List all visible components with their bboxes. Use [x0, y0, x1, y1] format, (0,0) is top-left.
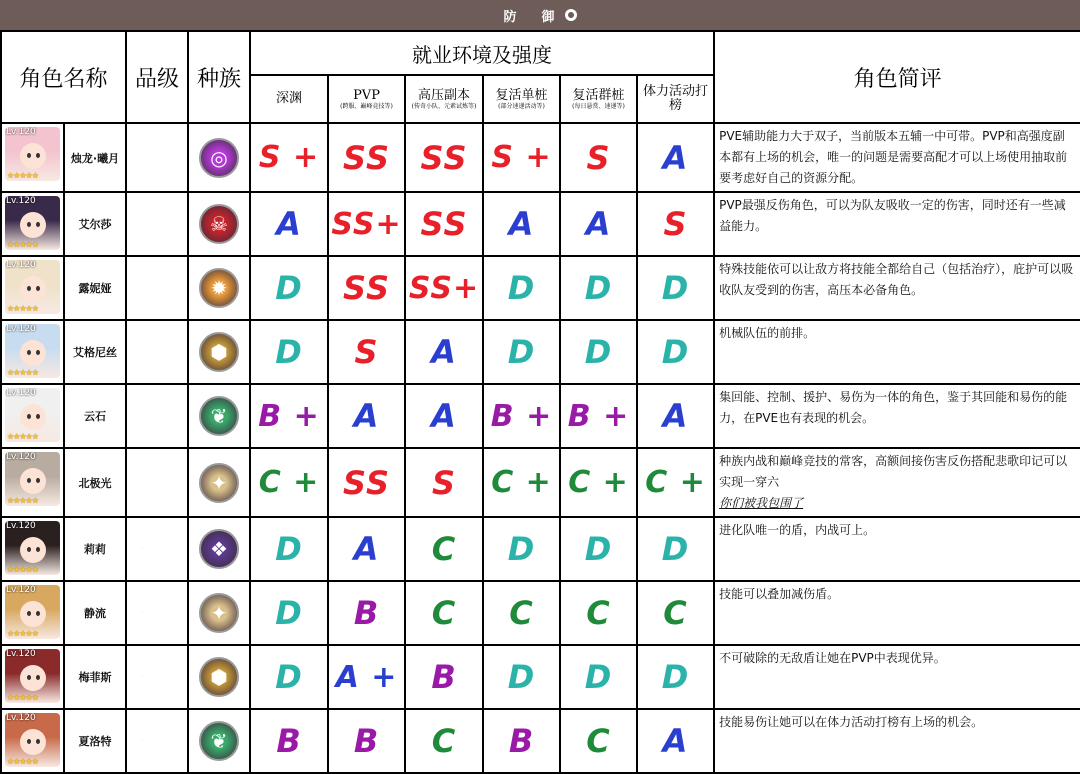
tier-cell [250, 384, 328, 448]
grade-cell [126, 645, 188, 709]
tier-rating: D [507, 269, 536, 307]
table-row [1, 517, 1080, 581]
star-rating-icon: ★★★★★ [7, 565, 38, 574]
review-cell [714, 645, 1080, 709]
header-env-label: 体力活动打榜 [643, 84, 709, 113]
header-env: 就业环境及强度 [250, 31, 714, 75]
tier-rating: SS [343, 463, 390, 502]
tier-cell [405, 192, 483, 256]
tier-rating: S [663, 205, 688, 243]
table-row [1, 581, 1080, 645]
tier-rating: SS+ [408, 270, 480, 306]
tier-cell [483, 517, 560, 581]
tier-cell [560, 517, 637, 581]
avatar-face [20, 468, 46, 494]
race-cell [188, 192, 250, 256]
header-env-label: PVP [353, 87, 380, 103]
race-cell [188, 320, 250, 384]
tier-cell [405, 709, 483, 773]
tier-rating: D [661, 530, 690, 568]
race-cell [188, 256, 250, 320]
tier-cell [637, 581, 714, 645]
tier-rating: C + [258, 465, 320, 500]
tier-rating: C [509, 594, 534, 632]
header-grade: 品级 [126, 31, 188, 123]
race-cell [188, 709, 250, 773]
tier-table [0, 30, 1080, 774]
tier-rating: D [507, 658, 536, 696]
tier-rating: C [431, 530, 457, 568]
character-name: 莉莉 [64, 517, 126, 581]
tier-cell [250, 709, 328, 773]
star-rating-icon: ★★★★★ [7, 171, 38, 180]
avatar [5, 713, 60, 767]
character-name: 梅菲斯 [64, 645, 126, 709]
avatar-cell [1, 384, 64, 448]
page-title: 防 御 [503, 9, 561, 25]
tier-rating: D [661, 269, 690, 307]
tier-rating: SS [420, 205, 468, 243]
level-badge: Lv.120 [6, 388, 36, 398]
level-badge: Lv.120 [6, 324, 36, 334]
grade-cell [126, 192, 188, 256]
avatar-cell [1, 123, 64, 192]
review-text: 种族内战和巅峰竞技的常客，高额间接伤害反伤搭配悲歌印记可以实现一穿六 [719, 454, 1068, 489]
star-rating-icon: ★★★★★ [7, 496, 38, 505]
avatar-face [20, 340, 46, 366]
tier-rating: S [586, 138, 611, 177]
table-row [1, 709, 1080, 773]
tier-rating: SS+ [331, 206, 402, 242]
star-rating-icon: ★★★★★ [7, 432, 38, 441]
avatar-face [20, 665, 46, 691]
tier-cell [405, 448, 483, 517]
tier-rating: A [662, 397, 689, 435]
grade-cell [126, 448, 188, 517]
grade-cell [126, 384, 188, 448]
tier-rating: S + [491, 140, 552, 175]
review-cell [714, 256, 1080, 320]
avatar [5, 260, 60, 314]
tier-cell [405, 645, 483, 709]
avatar-eye [27, 286, 31, 291]
avatar [5, 324, 60, 378]
grade-cell [126, 123, 188, 192]
grade-badge: 混沌 [136, 147, 179, 171]
review-text: PVE辅助能力大于双子，当前版本五辅一中可带。PVP和高强度副本都有上场的机会，唯一的问题是需要高配才可以上场使用抽取前要考虑好自己的资源分配。 [719, 129, 1068, 185]
tier-cell [328, 384, 405, 448]
sun-icon: ✹ [199, 268, 239, 308]
avatar-cell [1, 709, 64, 773]
tier-cell [637, 123, 714, 192]
tier-rating: SS [420, 138, 468, 177]
character-name: 静流 [64, 581, 126, 645]
avatar-cell [1, 581, 64, 645]
level-badge: Lv.120 [6, 127, 36, 137]
review-cell [714, 384, 1080, 448]
tier-rating: D [584, 530, 613, 568]
star-rating-icon: ★★★★★ [7, 693, 38, 702]
header-env-5 [637, 75, 714, 123]
tier-rating: C + [568, 465, 629, 500]
avatar [5, 127, 60, 181]
table-row [1, 320, 1080, 384]
tier-cell [637, 517, 714, 581]
tier-cell [250, 320, 328, 384]
grade-cell [126, 709, 188, 773]
tier-cell [328, 320, 405, 384]
header-env-3 [483, 75, 560, 123]
avatar [5, 388, 60, 442]
avatar-cell [1, 517, 64, 581]
review-cell [714, 320, 1080, 384]
character-name: 露妮娅 [64, 256, 126, 320]
avatar-eye [27, 547, 31, 552]
avatar-eye [36, 222, 40, 227]
tier-cell [637, 192, 714, 256]
table-row [1, 384, 1080, 448]
table-row [1, 645, 1080, 709]
tier-cell [483, 581, 560, 645]
tier-cell [328, 192, 405, 256]
tier-rating: B + [258, 398, 320, 434]
review-text: 机械队伍的前排。 [719, 326, 816, 340]
tier-rating: B [431, 658, 457, 696]
grade-badge: 秘奇传说 [129, 346, 186, 362]
grade-badge: 圣徒 [136, 277, 179, 302]
tier-rating: B + [567, 398, 630, 434]
tier-rating: A + [335, 659, 398, 695]
avatar-eye [27, 675, 31, 680]
review-text: 进化队唯一的盾，内战可上。 [719, 523, 876, 537]
level-badge: Lv.120 [6, 260, 36, 270]
spiral-icon: ◎ [199, 138, 239, 178]
tier-cell [405, 384, 483, 448]
tier-rating: A [431, 397, 457, 435]
avatar-eye [36, 350, 40, 355]
tier-cell [637, 384, 714, 448]
avatar-eye [36, 547, 40, 552]
tier-rating: A [585, 205, 612, 243]
tier-cell [328, 448, 405, 517]
review-text: 集回能、控制、援护、易伤为一体的角色，鉴于其回能和易伤的能力，在PVE也有表现的机会。 [719, 390, 1068, 425]
race-cell [188, 384, 250, 448]
title-bar [0, 0, 1080, 30]
avatar [5, 452, 60, 506]
tier-rating: SS [343, 269, 390, 307]
level-badge: Lv.120 [6, 649, 36, 659]
grade-badge: 秘奇传说 [129, 477, 186, 492]
avatar-face [20, 276, 46, 302]
tier-cell [483, 384, 560, 448]
tier-rating: D [584, 658, 613, 696]
header-env-note: (跨服、巅峰竞技等) [340, 102, 393, 110]
review-quote: 你们被我包围了 [719, 496, 804, 510]
tier-cell [560, 645, 637, 709]
character-name: 北极光 [64, 448, 126, 517]
avatar-eye [27, 153, 31, 158]
tier-rating: D [584, 333, 613, 371]
mech-icon: ⬢ [199, 657, 239, 697]
tier-rating: A [508, 205, 535, 243]
review-text: 不可破除的无敌盾让她在PVP中表现优异。 [719, 651, 946, 665]
header-review: 角色简评 [714, 31, 1080, 123]
demon-icon: ☠ [199, 204, 239, 244]
table-row [1, 192, 1080, 256]
header-env-4 [560, 75, 637, 123]
star-rating-icon: ★★★★★ [7, 304, 38, 313]
tier-rating: C + [645, 465, 706, 500]
avatar-eye [36, 675, 40, 680]
grade-badge: 传说 [136, 602, 179, 627]
header-env-label: 复活群桩 [572, 87, 625, 103]
avatar [5, 585, 60, 639]
header-env-note: (每日悬赏、速递等) [572, 102, 625, 110]
character-name: 烛龙·曦月 [64, 123, 126, 192]
table-row [1, 448, 1080, 517]
logo-icon [565, 9, 577, 21]
tier-cell [328, 123, 405, 192]
level-badge: Lv.120 [6, 713, 36, 723]
tier-cell [250, 256, 328, 320]
star-rating-icon: ★★★★★ [7, 757, 38, 766]
avatar-face [20, 404, 46, 430]
grade-badge: 秘奇传说 [129, 410, 186, 426]
grade-badge: 暗裔 [136, 213, 179, 238]
avatar-eye [36, 286, 40, 291]
tier-rating: D [661, 658, 690, 696]
race-cell [188, 581, 250, 645]
tier-cell [250, 645, 328, 709]
avatar [5, 649, 60, 703]
tier-rating: C [431, 722, 457, 760]
tier-cell [483, 256, 560, 320]
tier-cell [405, 320, 483, 384]
tier-rating: D [275, 269, 303, 307]
leaf-icon: ❦ [199, 721, 239, 761]
character-name: 艾格尼丝 [64, 320, 126, 384]
race-cell [188, 645, 250, 709]
header-env-2 [405, 75, 483, 123]
avatar-face [20, 729, 46, 755]
tier-rating: C [586, 722, 611, 760]
tier-rating: S [354, 333, 379, 371]
mech-icon: ⬢ [199, 332, 239, 372]
grade-cell [126, 581, 188, 645]
tier-cell [560, 192, 637, 256]
tier-cell [328, 517, 405, 581]
review-text: PVP最强反伤角色，可以为队友吸收一定的伤害，同时还有一些减益能力。 [719, 198, 1066, 233]
race-cell [188, 517, 250, 581]
avatar-eye [27, 414, 31, 419]
tier-cell [560, 581, 637, 645]
tier-rating: S [431, 463, 457, 502]
tier-cell [483, 645, 560, 709]
tier-cell [405, 123, 483, 192]
table-row [1, 123, 1080, 192]
tier-cell [560, 384, 637, 448]
tier-cell [250, 123, 328, 192]
tier-cell [250, 581, 328, 645]
tier-cell [250, 517, 328, 581]
star-rating-icon: ★★★★★ [7, 240, 38, 249]
avatar [5, 196, 60, 250]
avatar-eye [36, 153, 40, 158]
header-env-0 [250, 75, 328, 123]
header-env-label: 高压副本 [418, 87, 471, 103]
tier-rating: D [275, 594, 303, 632]
avatar-face [20, 537, 46, 563]
header-race: 种族 [188, 31, 250, 123]
tier-cell [560, 320, 637, 384]
tier-rating: D [507, 333, 536, 371]
grade-badge: 传说 [136, 538, 179, 563]
avatar-eye [27, 222, 31, 227]
avatar-eye [36, 611, 40, 616]
tier-rating: C [663, 594, 688, 632]
tier-cell [328, 256, 405, 320]
tier-cell [637, 709, 714, 773]
character-name: 夏洛特 [64, 709, 126, 773]
tier-rating: B [276, 722, 302, 760]
review-cell [714, 709, 1080, 773]
grade-badge: 传说 [136, 730, 179, 755]
level-badge: Lv.120 [6, 452, 36, 462]
tier-rating: C [586, 594, 611, 632]
tier-cell [483, 709, 560, 773]
header-env-note: (部分速递活动等) [498, 102, 545, 110]
avatar-eye [36, 478, 40, 483]
tier-rating: C [431, 594, 457, 632]
tier-cell [560, 123, 637, 192]
header-env-1 [328, 75, 405, 123]
review-cell [714, 517, 1080, 581]
header-env-note: (传奇小队、元素试炼等) [411, 102, 477, 110]
tier-rating: SS [343, 138, 390, 177]
tier-rating: D [661, 333, 690, 371]
review-cell [714, 192, 1080, 256]
tier-cell [328, 709, 405, 773]
angel-icon: ✦ [199, 463, 239, 503]
tier-rating: S + [258, 140, 320, 175]
avatar-face [20, 212, 46, 238]
tier-rating: A [353, 530, 380, 568]
header-env-label: 复活单桩 [495, 87, 548, 103]
tier-rating: A [662, 138, 689, 177]
tier-rating: B [508, 722, 535, 760]
grade-badge: 传说 [136, 666, 179, 691]
tier-cell [405, 256, 483, 320]
avatar-eye [27, 739, 31, 744]
tier-rating: A [353, 397, 380, 435]
character-name: 艾尔莎 [64, 192, 126, 256]
avatar-cell [1, 448, 64, 517]
tier-cell [328, 581, 405, 645]
tier-rating: A [662, 722, 689, 760]
avatar-cell [1, 192, 64, 256]
tier-rating: D [275, 658, 303, 696]
avatar-eye [36, 739, 40, 744]
tier-rating: A [431, 333, 457, 371]
avatar-cell [1, 256, 64, 320]
review-cell [714, 123, 1080, 192]
header-env-label: 深渊 [276, 91, 303, 106]
avatar-eye [27, 478, 31, 483]
level-badge: Lv.120 [6, 585, 36, 595]
avatar-eye [36, 414, 40, 419]
level-badge: Lv.120 [6, 196, 36, 206]
avatar-face [20, 143, 46, 169]
avatar-eye [27, 350, 31, 355]
avatar [5, 521, 60, 575]
tier-rating: B [353, 594, 380, 632]
character-name: 云石 [64, 384, 126, 448]
tier-rating: B [353, 722, 380, 760]
level-badge: Lv.120 [6, 521, 36, 531]
tier-rating: D [275, 530, 303, 568]
tier-rating: D [507, 530, 536, 568]
tier-cell [637, 320, 714, 384]
angel-icon: ✦ [199, 593, 239, 633]
review-text: 技能可以叠加减伤盾。 [719, 587, 840, 601]
grade-cell [126, 517, 188, 581]
avatar-cell [1, 645, 64, 709]
tier-cell [405, 517, 483, 581]
tier-cell [328, 645, 405, 709]
table-row [1, 256, 1080, 320]
tier-cell [483, 192, 560, 256]
tier-cell [250, 448, 328, 517]
tier-cell [637, 448, 714, 517]
tier-rating: D [584, 269, 613, 307]
tier-cell [560, 448, 637, 517]
tier-cell [483, 448, 560, 517]
tier-cell [637, 256, 714, 320]
dark-icon: ❖ [199, 529, 239, 569]
review-cell [714, 448, 1080, 517]
race-cell [188, 448, 250, 517]
tier-rating: B + [490, 398, 553, 434]
header-name: 角色名称 [1, 31, 126, 123]
avatar-face [20, 601, 46, 627]
tier-cell [560, 709, 637, 773]
tier-rating: A [276, 205, 302, 243]
tier-rating: C + [491, 465, 552, 500]
tier-cell [250, 192, 328, 256]
star-rating-icon: ★★★★★ [7, 368, 38, 377]
avatar-cell [1, 320, 64, 384]
avatar-eye [27, 611, 31, 616]
tier-cell [483, 123, 560, 192]
tier-cell [405, 581, 483, 645]
tier-cell [560, 256, 637, 320]
review-cell [714, 581, 1080, 645]
grade-cell [126, 320, 188, 384]
grade-cell [126, 256, 188, 320]
tier-cell [483, 320, 560, 384]
star-rating-icon: ★★★★★ [7, 629, 38, 638]
leaf-icon: ❦ [199, 396, 239, 436]
review-text: 特殊技能依可以让敌方将技能全都给自己（包括治疗），庇护可以吸收队友受到的伤害，高压本必备角色。 [719, 262, 1074, 297]
tier-rating: D [275, 333, 303, 371]
race-cell [188, 123, 250, 192]
tier-cell [637, 645, 714, 709]
review-text: 技能易伤让她可以在体力活动打榜有上场的机会。 [719, 715, 984, 729]
